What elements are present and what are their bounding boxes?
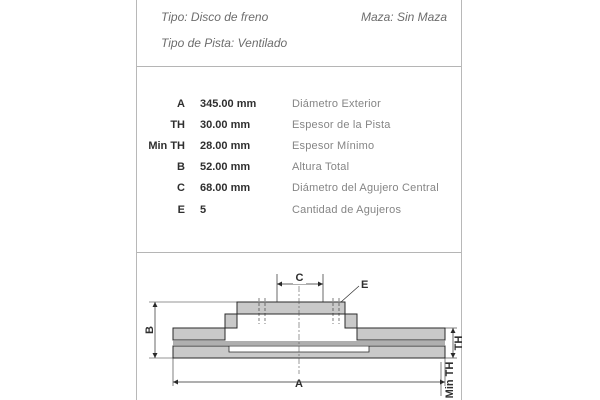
spec-code: TH — [170, 119, 185, 131]
spec-description: Espesor de la Pista — [292, 119, 391, 131]
disc-upper-plate — [173, 302, 445, 340]
spec-code: A — [177, 98, 185, 110]
header-divider — [137, 66, 461, 67]
spec-value: 52.00 mm — [200, 161, 251, 173]
brake-disc-diagram — [137, 262, 463, 400]
spec-value: 28.00 mm — [200, 140, 251, 152]
dim-e-leader — [341, 286, 359, 302]
spec-code: Min TH — [148, 140, 185, 152]
spec-value: 30.00 mm — [200, 119, 251, 131]
spec-row — [137, 115, 463, 136]
spec-code: B — [177, 161, 185, 173]
spec-code: E — [177, 204, 185, 216]
spec-row — [137, 178, 463, 199]
spec-value: 5 — [200, 204, 207, 216]
hub-type-label: Maza: Sin Maza — [360, 10, 447, 24]
spec-description: Cantidad de Agujeros — [292, 204, 402, 216]
spec-value: 345.00 mm — [200, 98, 257, 110]
spec-sheet — [136, 0, 465, 400]
dim-a-label: A — [295, 378, 303, 390]
spec-row — [137, 136, 463, 157]
spec-description: Altura Total — [292, 161, 350, 173]
disc-type-label: Tipo: Disco de freno — [161, 10, 269, 24]
spec-row — [137, 200, 463, 221]
spec-value: 68.00 mm — [200, 182, 251, 194]
dim-e-label: E — [361, 279, 369, 291]
spec-description: Diámetro Exterior — [292, 98, 381, 110]
spec-description: Espesor Mínimo — [292, 140, 375, 152]
dim-th-label: TH — [453, 335, 465, 351]
track-type-label: Tipo de Pista: Ventilado — [161, 36, 288, 50]
section-divider — [137, 252, 461, 253]
spec-code: C — [177, 182, 185, 194]
dim-b-label: B — [144, 326, 156, 334]
dim-c-label: C — [295, 272, 304, 284]
spec-row — [137, 157, 463, 178]
spec-row — [137, 94, 463, 115]
spec-description: Diámetro del Agujero Central — [292, 182, 439, 194]
dim-minth-label: Min TH — [444, 361, 456, 399]
